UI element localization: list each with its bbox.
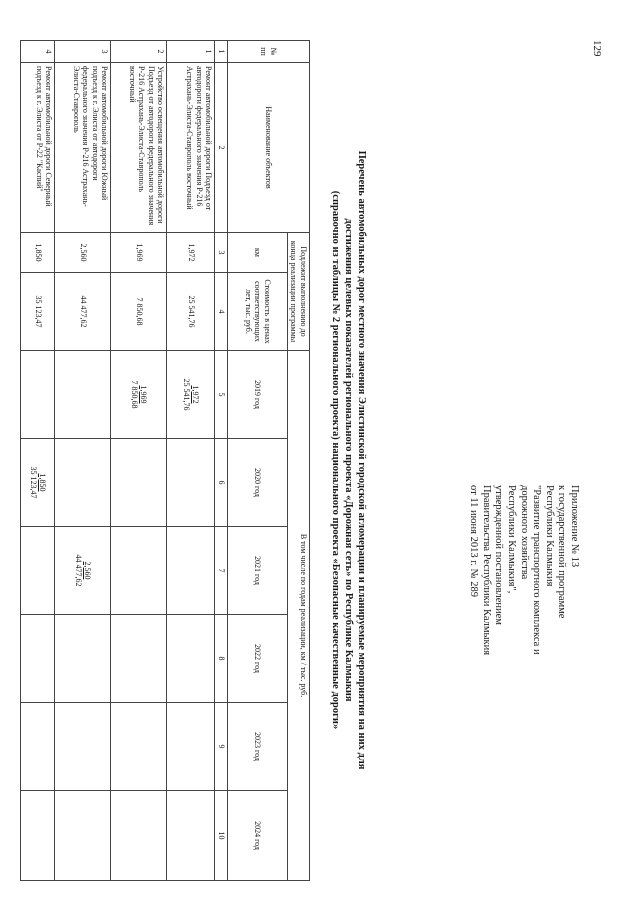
cell-cost: 35 123,47 bbox=[29, 466, 38, 499]
cell-2020 bbox=[55, 439, 111, 527]
row-cost: 44 477,62 bbox=[55, 273, 111, 351]
roads-table bbox=[21, 40, 311, 881]
header-year-2022: 2022 год bbox=[228, 615, 288, 703]
header-year-2021: 2021 год bbox=[228, 527, 288, 615]
cell-2024 bbox=[111, 791, 167, 881]
cell-2021 bbox=[21, 527, 55, 615]
cell-cost: 7 850,68 bbox=[130, 380, 139, 409]
appendix-line: Приложение № 13 bbox=[569, 485, 580, 568]
cell-2022 bbox=[21, 615, 55, 703]
header-row-1 bbox=[288, 41, 310, 881]
column-number: 5 bbox=[215, 351, 228, 439]
header-year-2023: 2023 год bbox=[228, 703, 288, 791]
header-name: Наименование объектов bbox=[228, 63, 310, 233]
row-num: 2 bbox=[111, 41, 167, 63]
cell-2024 bbox=[55, 791, 111, 881]
row-num: 4 bbox=[21, 41, 55, 63]
header-num: № пп bbox=[228, 41, 310, 63]
row-km: 1,850 bbox=[21, 233, 55, 273]
column-number: 6 bbox=[215, 439, 228, 527]
cell-2021 bbox=[55, 527, 111, 615]
column-number: 8 bbox=[215, 615, 228, 703]
column-number: 10 bbox=[215, 791, 228, 881]
column-number: 9 bbox=[215, 703, 228, 791]
cell-2024 bbox=[167, 791, 215, 881]
row-name: Ремонт автомобильной дороги Южный подъезд к г. Элиста от автодороги федерального значения Р-216 Астрахань-Элиста-Ставрополь bbox=[55, 63, 111, 233]
row-km: 2,560 bbox=[55, 233, 111, 273]
cell-2023 bbox=[21, 703, 55, 791]
column-number: 3 bbox=[215, 233, 228, 273]
appendix-line: утвержденной постановлением bbox=[493, 485, 505, 625]
title-line-2: достижения целевых показателей регионального проекта «Дорожная сеть» по Республике Калмыкия bbox=[343, 218, 354, 702]
cell-2021 bbox=[167, 527, 215, 615]
cell-2020 bbox=[21, 439, 55, 527]
column-number-row bbox=[215, 41, 228, 881]
appendix-line: Республики Калмыкия bbox=[543, 485, 555, 587]
cell-2020 bbox=[111, 439, 167, 527]
cell-2022 bbox=[167, 615, 215, 703]
row-name: Ремонт автомобильной дороги Северный подъезд к г. Элиста от Р-22 "Каспий" bbox=[21, 63, 55, 233]
appendix-line: "Развитие транспортного комплекса и bbox=[531, 485, 543, 655]
row-name: Ремонт автомобильной дороги Подъезд от автодороги федерального значения Р-216 Астрахань-Элиста-Ставрополь восточный bbox=[167, 63, 215, 233]
appendix-line: Правительства Республики Калмыкия bbox=[480, 485, 492, 656]
row-km: 1,972 bbox=[167, 233, 215, 273]
appendix-line: от 11 июня 2013 г. № 289 bbox=[468, 485, 480, 597]
cell-cost: 44 477,62 bbox=[74, 554, 83, 587]
row-num: 3 bbox=[55, 41, 111, 63]
title-line-1: Перечень автомобильных дорог местного значения Элистинской городской агломерации и планируемые мероприятия на них для bbox=[356, 150, 367, 770]
column-number: 4 bbox=[215, 273, 228, 351]
row-cost: 25 541,76 bbox=[167, 273, 215, 351]
cell-km: 1,969 bbox=[139, 385, 149, 404]
cell-cost: 25 541,76 bbox=[182, 378, 191, 411]
document-title bbox=[329, 40, 368, 880]
cell-2022 bbox=[111, 615, 167, 703]
cell-2019 bbox=[55, 351, 111, 439]
header-km: км bbox=[228, 233, 288, 273]
cell-2019 bbox=[21, 351, 55, 439]
appendix-line: дорожного хозяйства bbox=[518, 485, 530, 580]
column-number: 7 bbox=[215, 527, 228, 615]
cell-2022 bbox=[55, 615, 111, 703]
rotated-page bbox=[29, 30, 600, 890]
cell-2023 bbox=[55, 703, 111, 791]
table-row bbox=[21, 41, 55, 881]
column-number: 1 bbox=[215, 41, 228, 63]
appendix-line: Республики Калмыкия", bbox=[506, 485, 518, 594]
table-row bbox=[55, 41, 111, 881]
cell-km: 1,850 bbox=[38, 473, 48, 492]
title-line-3: (справочно из таблицы № 2 регионального проекта) национального проекта «Безопасные качественные дороги» bbox=[330, 190, 341, 730]
header-cost: Стоимость в ценах соответствующих лет, тыс. руб. bbox=[228, 273, 288, 351]
header-year-2024: 2024 год bbox=[228, 791, 288, 881]
row-num: 1 bbox=[167, 41, 215, 63]
cell-2020 bbox=[167, 439, 215, 527]
cell-2023 bbox=[111, 703, 167, 791]
row-cost: 7 850,68 bbox=[111, 273, 167, 351]
cell-km: 2,560 bbox=[83, 561, 93, 580]
cell-2019 bbox=[167, 351, 215, 439]
header-subject-group: Подлежит выполнению до конца реализации программы bbox=[288, 233, 310, 351]
table-row bbox=[111, 41, 167, 881]
header-year-2020: 2020 год bbox=[228, 439, 288, 527]
header-years-group: В том числе по годам реализации, км / тыс. руб. bbox=[288, 351, 310, 881]
row-km: 1,969 bbox=[111, 233, 167, 273]
header-year-2019: 2019 год bbox=[228, 351, 288, 439]
appendix-line: к государственной программе bbox=[556, 485, 568, 619]
appendix-note bbox=[467, 485, 580, 775]
cell-2019 bbox=[111, 351, 167, 439]
table-row bbox=[167, 41, 215, 881]
column-number: 2 bbox=[215, 63, 228, 233]
cell-2024 bbox=[21, 791, 55, 881]
page-number: 129 bbox=[591, 40, 603, 57]
cell-km: 1,972 bbox=[191, 385, 201, 404]
cell-2023 bbox=[167, 703, 215, 791]
row-name: Устройство освещения автомобильной дороги Подъезд от автодороги федерального значения Р-216 Астрахань-Элиста-Ставрополь восточный bbox=[111, 63, 167, 233]
cell-2021 bbox=[111, 527, 167, 615]
row-cost: 35 123,47 bbox=[21, 273, 55, 351]
